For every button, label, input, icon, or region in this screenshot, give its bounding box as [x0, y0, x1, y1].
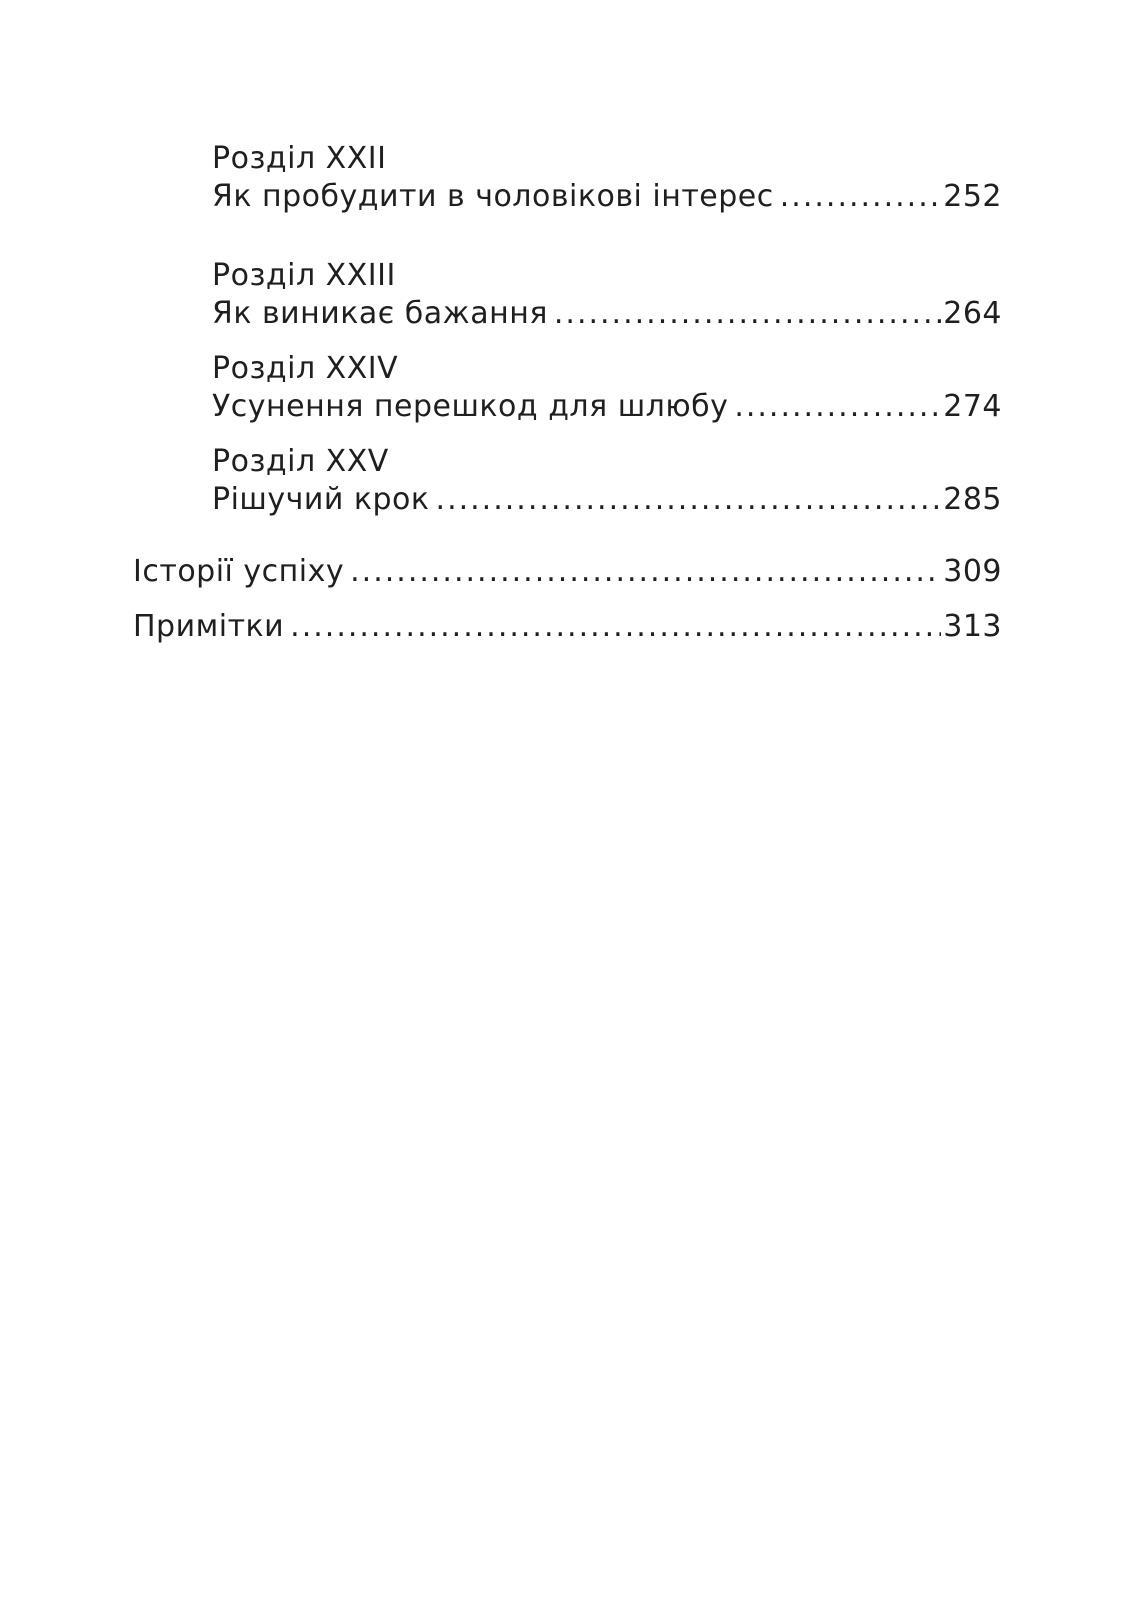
page-number: 285: [943, 482, 1002, 517]
dot-leader: [290, 608, 941, 646]
toc-chapter-24: [212, 350, 1002, 426]
chapter-title: Як виникає бажання: [212, 296, 548, 331]
toc-success-stories: [133, 553, 1002, 591]
page-number: 309: [943, 554, 1002, 589]
toc-chapter-25: [212, 443, 1002, 519]
toc-entry: [212, 388, 1002, 426]
toc-chapter-22: [212, 140, 1002, 216]
toc-chapter-23: [212, 257, 1002, 333]
page-number: 264: [943, 296, 1002, 331]
toc-entry: [212, 295, 1002, 333]
toc-notes: [133, 608, 1002, 646]
section-title: Історії успіху: [133, 554, 345, 589]
toc-entry: [212, 481, 1002, 519]
dot-leader: [780, 178, 941, 216]
chapter-title: Рішучий крок: [212, 482, 430, 517]
chapter-title: Як пробудити в чоловікові інтерес: [212, 179, 774, 214]
chapter-label: Розділ XXII: [212, 141, 387, 176]
page-number: 313: [943, 609, 1002, 644]
page-number: 252: [943, 179, 1002, 214]
toc-entry: [212, 178, 1002, 216]
section-title: Примітки: [133, 609, 285, 644]
chapter-title: Усунення перешкод для шлюбу: [212, 389, 729, 424]
dot-leader: [554, 295, 941, 333]
chapter-label: Розділ XXV: [212, 444, 389, 479]
chapter-label: Розділ XXIII: [212, 258, 396, 293]
dot-leader: [350, 553, 941, 591]
dot-leader: [734, 388, 941, 426]
chapter-label: Розділ XXIV: [212, 351, 399, 386]
page-number: 274: [943, 389, 1002, 424]
dot-leader: [436, 481, 942, 519]
